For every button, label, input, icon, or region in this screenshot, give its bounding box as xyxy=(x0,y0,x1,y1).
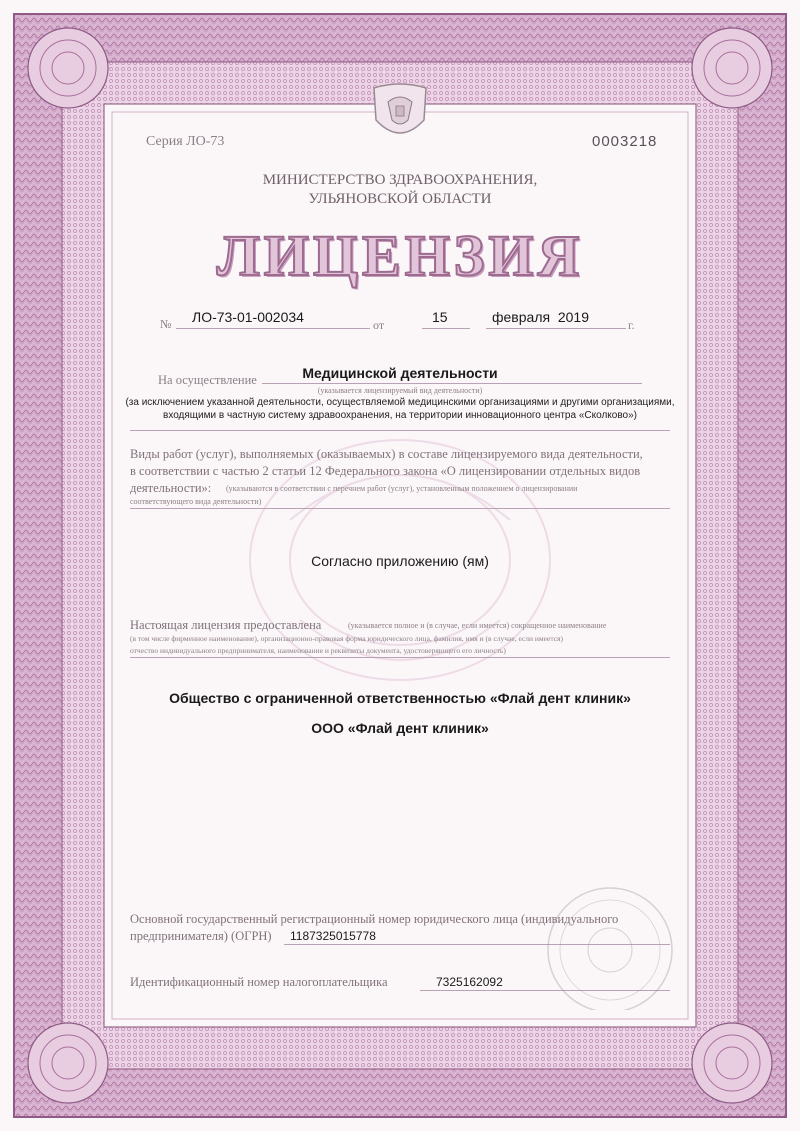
date-prefix: от xyxy=(373,318,385,332)
ministry-line-1: МИНИСТЕРСТВО ЗДРАВООХРАНЕНИЯ, xyxy=(262,172,538,188)
exclusion-line-2: входящими в частную систему здравоохранения, на территории инновационного центра «Сколково») xyxy=(163,410,637,421)
works-hint-2: соответствующего вида деятельности) xyxy=(130,497,262,506)
works-value: Согласно приложению (ям) xyxy=(311,553,489,569)
granted-lead: Настоящая лицензия предоставлена xyxy=(130,618,322,632)
granted-rule xyxy=(130,657,670,658)
inn-value: 7325162092 xyxy=(436,975,503,989)
year-suffix: г. xyxy=(628,318,635,332)
works-rule xyxy=(130,508,670,509)
serial-number: 0003218 xyxy=(592,133,658,150)
organization-short-name: ООО «Флай дент клиник» xyxy=(311,720,489,736)
activity-section-rule xyxy=(130,430,670,431)
document-title: ЛИЦЕНЗИЯ xyxy=(216,223,584,288)
activity-hint: (указывается лицензируемый вид деятельности) xyxy=(317,386,483,395)
organization-full-name: Общество с ограниченной ответственностью «Флай дент клиник» xyxy=(169,690,631,706)
number-prefix: № xyxy=(160,317,172,331)
granted-hint-3: отчество индивидуального предпринимателя, наименование и реквизиты документа, удостоверяющего его личность) xyxy=(130,646,506,655)
works-hint-1: (указываются в соответствии с перечнем работ (услуг), установленным положением о лицензировании xyxy=(226,484,578,493)
works-line-1: Виды работ (услуг), выполняемых (оказываемых) в составе лицензируемого вида деятельности, xyxy=(130,447,643,461)
ogrn-line-1: Основной государственный регистрационный номер юридического лица (индивидуального xyxy=(130,912,619,926)
coat-of-arms-emblem xyxy=(368,80,432,146)
day-underline xyxy=(422,328,470,329)
license-month-year: февраля 2019 xyxy=(492,309,589,325)
ogrn-label: предпринимателя) (ОГРН) xyxy=(130,929,272,943)
ministry-line-2: УЛЬЯНОВСКОЙ ОБЛАСТИ xyxy=(308,191,492,207)
granted-hint-2: (в том числе фирменное наименование), организационно-правовая форма юридического лица, фамилия, имя и (в случае, если имеется) xyxy=(130,634,563,643)
activity-label: На осуществление xyxy=(158,373,257,387)
month-underline xyxy=(486,328,626,329)
granted-hint-1: (указывается полное и (в случае, если имеется) сокращенное наименование xyxy=(348,621,607,630)
exclusion-line-1: (за исключением указанной деятельности, осуществляемой медицинскими организациями и другими организациями, xyxy=(125,397,675,408)
activity-underline xyxy=(262,383,642,384)
activity-value: Медицинской деятельности xyxy=(302,365,498,381)
number-underline xyxy=(176,328,370,329)
inn-label: Идентификационный номер налогоплательщика xyxy=(130,975,388,989)
works-line-2: в соответствии с частью 2 статьи 12 Федерального закона «О лицензировании отдельных видов xyxy=(130,464,641,478)
ogrn-value: 1187325015778 xyxy=(290,929,376,943)
works-line-3-lead: деятельности»: xyxy=(130,481,212,495)
official-stamp xyxy=(520,870,680,1010)
license-number: ЛО-73-01-002034 xyxy=(192,309,304,325)
series-label: Серия ЛО-73 xyxy=(146,134,225,149)
license-day: 15 xyxy=(432,309,448,325)
